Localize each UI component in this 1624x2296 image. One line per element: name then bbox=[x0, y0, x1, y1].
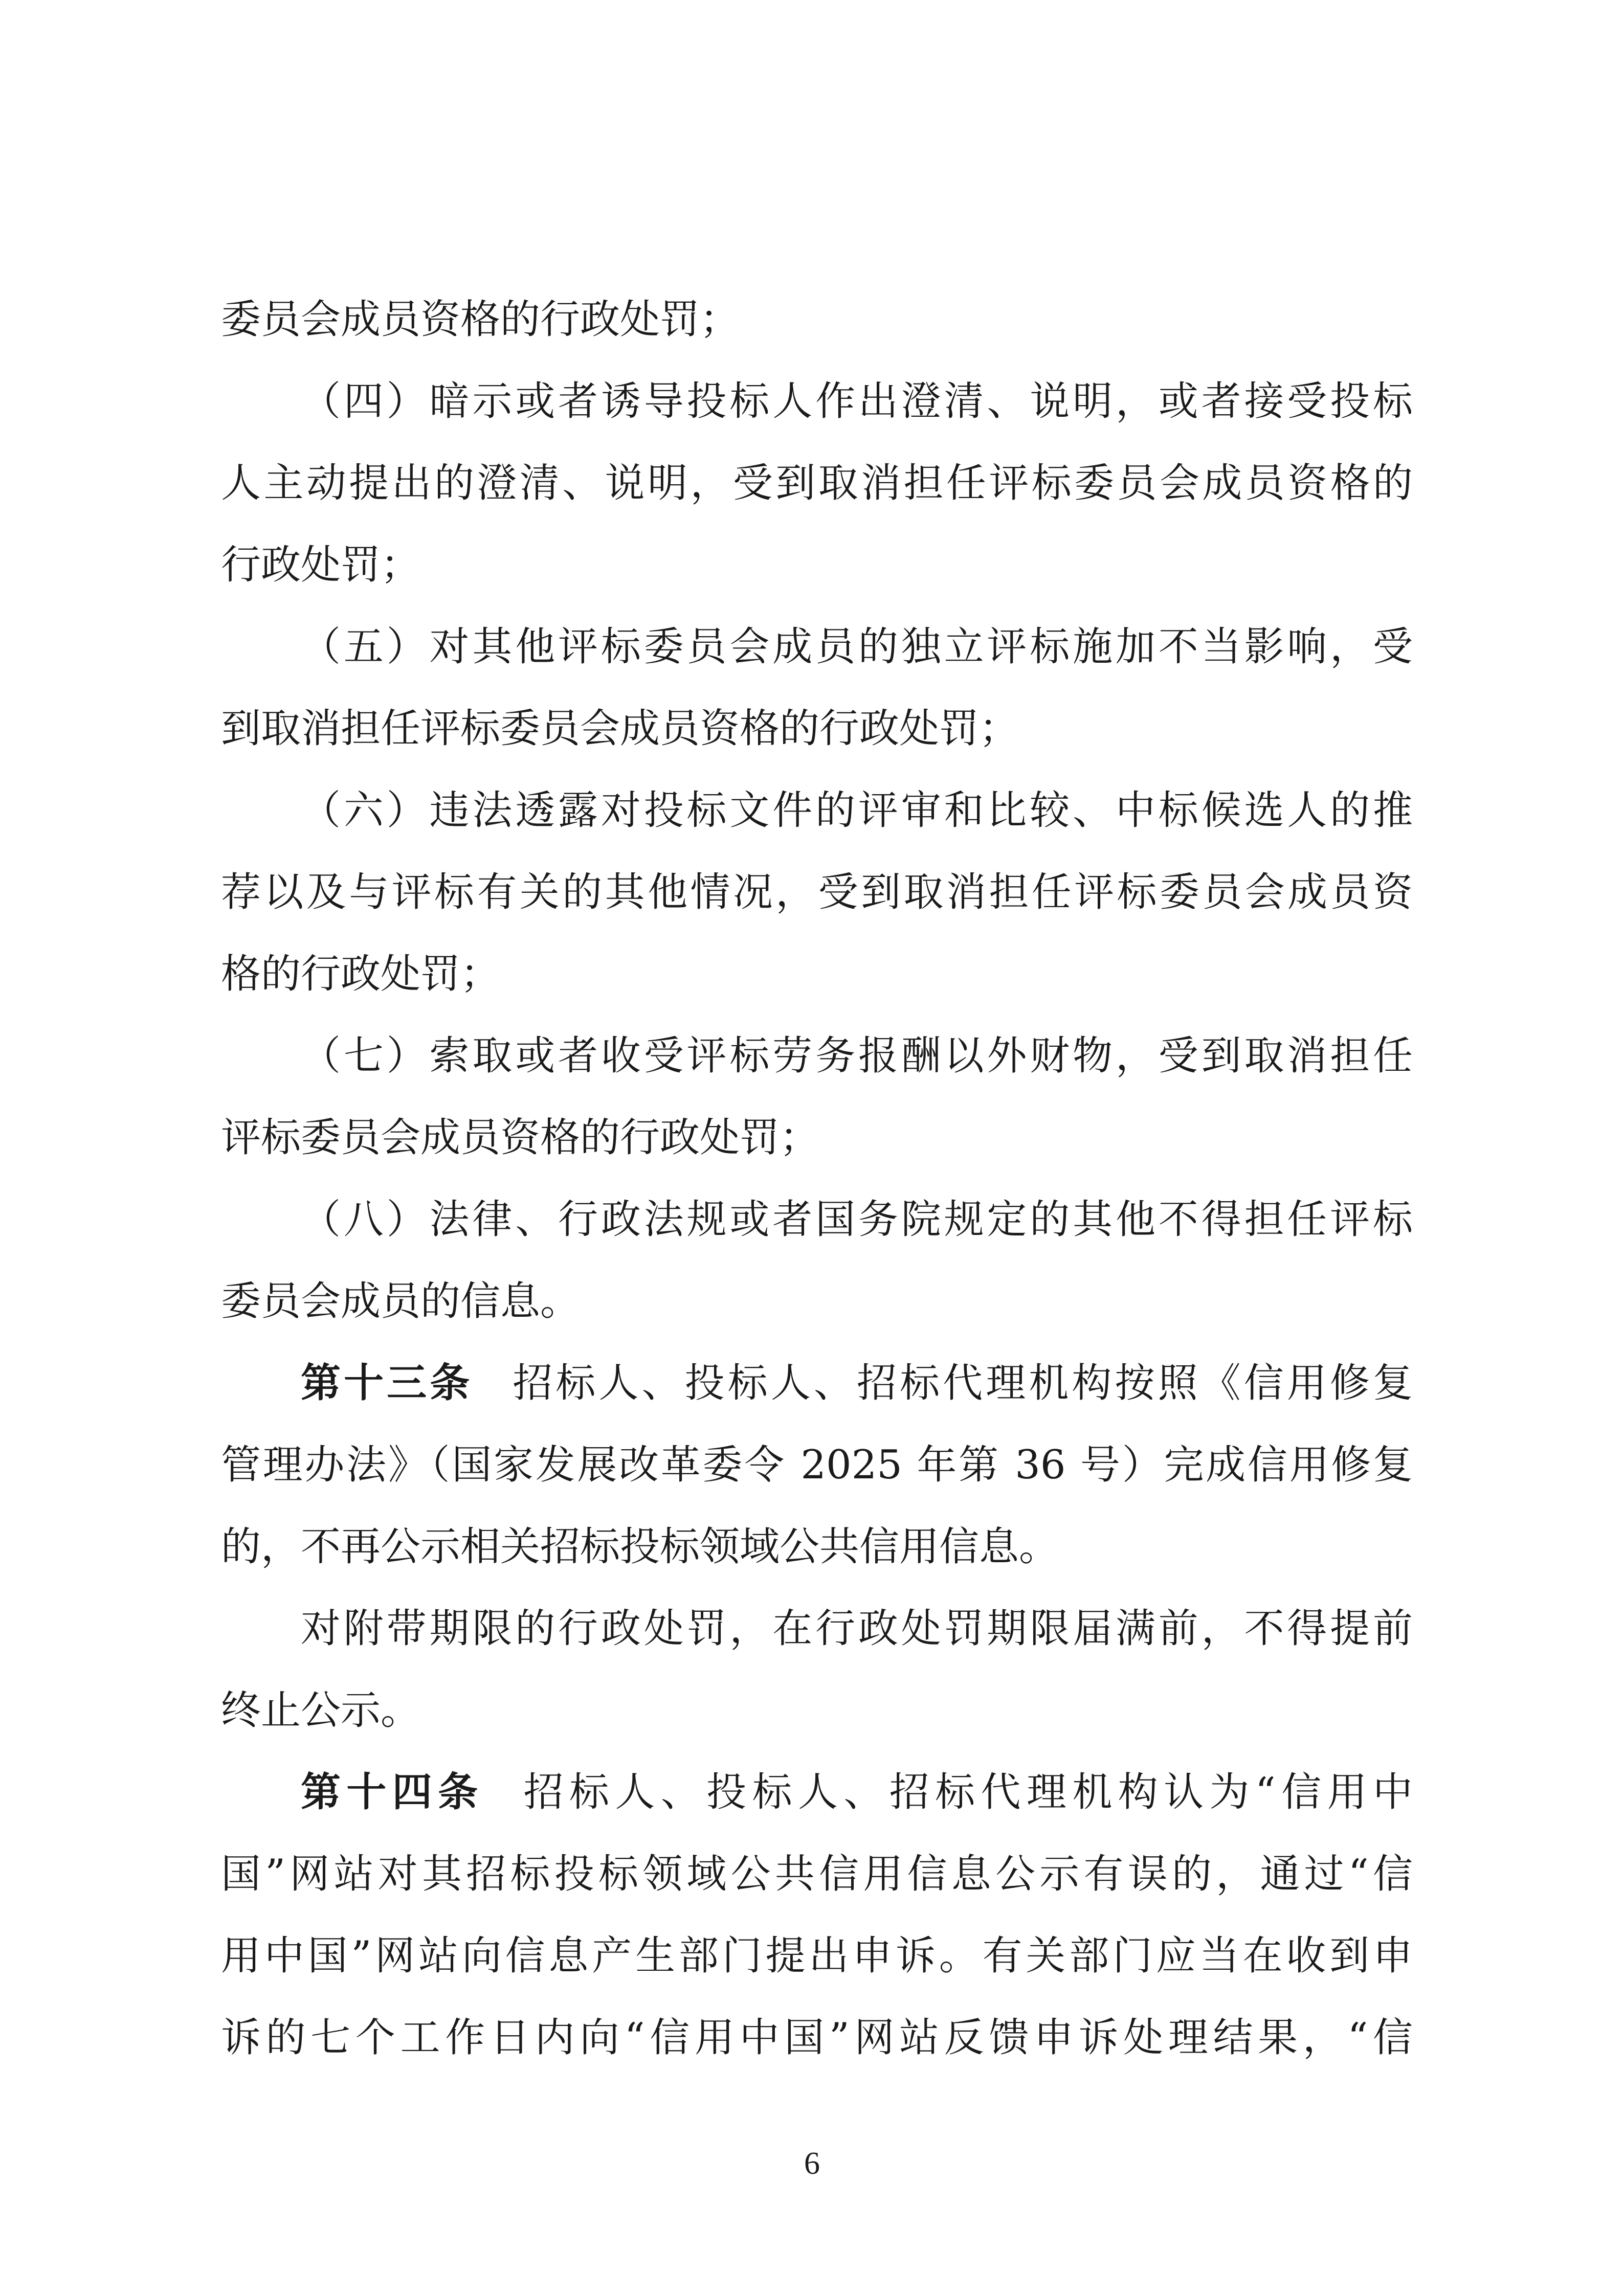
list-item-4: （四）暗示或者诱导投标人作出澄清、说明，或者接受投标 bbox=[301, 378, 1413, 424]
text-line: 到取消担任评标委员会成员资格的行政处罚； bbox=[221, 706, 1019, 752]
text-line: 格的行政处罚； bbox=[221, 951, 501, 997]
list-item-6: （六）违法透露对投标文件的评审和比较、中标候选人的推 bbox=[301, 787, 1413, 834]
list-item-8: （八）法律、行政法规或者国务院规定的其他不得担任评标 bbox=[301, 1197, 1413, 1243]
text-line: 国”网站对其招标投标领域公共信用信息公示有误的，通过“信 bbox=[221, 1851, 1413, 1897]
text-line: 的，不再公示相关招标投标领域公共信用信息。 bbox=[221, 1524, 1059, 1570]
text-line: 荐以及与评标有关的其他情况，受到取消担任评标委员会成员资 bbox=[221, 869, 1413, 915]
article-13-heading: 第十三条 bbox=[301, 1360, 473, 1406]
document-body bbox=[221, 279, 1413, 2079]
list-item-7: （七）索取或者收受评标劳务报酬以外财物，受到取消担任 bbox=[301, 1033, 1413, 1079]
paragraph-line: 对附带期限的行政处罚，在行政处罚期限届满前，不得提前 bbox=[301, 1606, 1413, 1652]
text-line: 评标委员会成员资格的行政处罚； bbox=[221, 1115, 820, 1161]
text-line: 行政处罚； bbox=[221, 542, 421, 588]
article-13-first-line bbox=[221, 1342, 1413, 1424]
article-14-heading: 第十四条 bbox=[301, 1769, 484, 1815]
text-line: 委员会成员资格的行政处罚； bbox=[221, 297, 740, 343]
text-line: 诉的七个工作日内向“信用中国”网站反馈申诉处理结果，“信 bbox=[221, 2015, 1413, 2061]
article-13-text: 招标人、投标人、招标代理机构按照《信用修复 bbox=[513, 1360, 1413, 1406]
text-line: 终止公示。 bbox=[221, 1687, 421, 1734]
article-14-first-line bbox=[221, 1751, 1413, 1833]
text-line: 人主动提出的澄清、说明，受到取消担任评标委员会成员资格的 bbox=[221, 460, 1413, 506]
article-14-text: 招标人、投标人、招标代理机构认为“信用中 bbox=[523, 1769, 1413, 1815]
text-line: 用中国”网站向信息产生部门提出申诉。有关部门应当在收到申 bbox=[221, 1933, 1413, 1979]
text-line: 委员会成员的信息。 bbox=[221, 1278, 581, 1324]
page-number: 6 bbox=[804, 2146, 820, 2181]
list-item-5: （五）对其他评标委员会成员的独立评标施加不当影响，受 bbox=[301, 624, 1413, 670]
text-line: 管理办法》（国家发展改革委令 2025 年第 36 号）完成信用修复 bbox=[221, 1442, 1413, 1488]
